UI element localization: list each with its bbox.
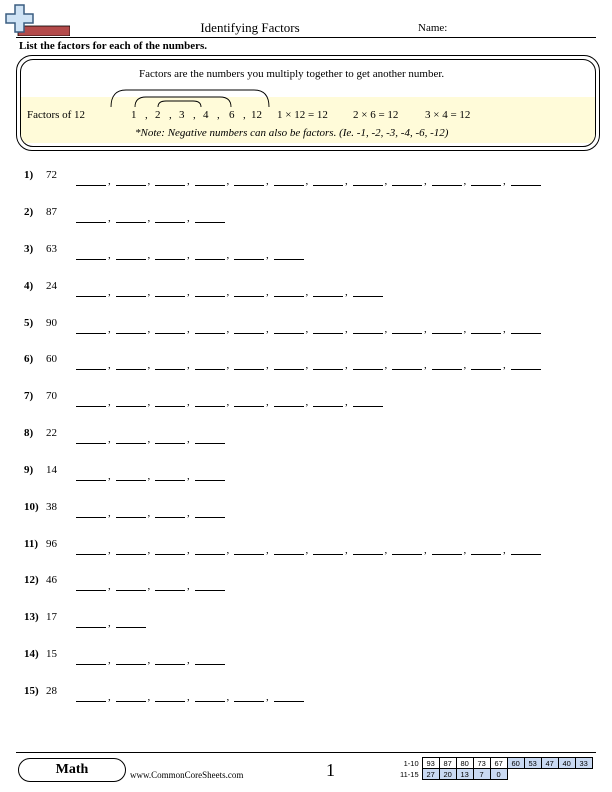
score-cell: 20	[439, 769, 456, 780]
answer-blank[interactable]	[116, 212, 146, 223]
problem-value: 15	[46, 648, 57, 660]
answer-blank[interactable]	[313, 175, 343, 186]
page-number: 1	[326, 760, 335, 780]
answer-blank[interactable]	[471, 544, 501, 555]
blank-separator: ,	[463, 544, 467, 556]
problem-number: 1)	[24, 169, 34, 181]
problem-value: 87	[46, 206, 57, 218]
factor-separator: ,	[145, 109, 148, 121]
problem-row	[0, 390, 612, 410]
answer-blank[interactable]	[195, 580, 225, 591]
blank-separator: ,	[187, 359, 190, 371]
answer-blank[interactable]	[76, 249, 106, 260]
factor-separator: ,	[217, 109, 220, 121]
problem-number: 11)	[24, 538, 39, 550]
answer-blank[interactable]	[155, 175, 185, 186]
blank-separator: ,	[147, 507, 151, 519]
answer-blank[interactable]	[234, 359, 264, 370]
answer-blank[interactable]	[195, 470, 225, 481]
problem-row	[0, 317, 612, 337]
answer-blank[interactable]	[274, 544, 304, 555]
factor-separator: ,	[193, 109, 196, 121]
example-box	[16, 55, 600, 151]
answer-blank[interactable]	[116, 617, 146, 628]
blank-separator: ,	[108, 433, 111, 445]
blank-separator: ,	[424, 323, 427, 335]
answer-blank[interactable]	[116, 544, 146, 555]
answer-blank[interactable]	[116, 396, 146, 407]
blank-separator: ,	[147, 654, 151, 666]
answer-blank[interactable]	[76, 470, 106, 481]
blank-separator: ,	[187, 323, 190, 335]
problem-value: 24	[46, 280, 57, 292]
problem-value: 14	[46, 464, 57, 476]
answer-blank[interactable]	[313, 359, 343, 370]
score-row	[398, 769, 592, 780]
blank-separator: ,	[305, 396, 309, 408]
problem-number: 12)	[24, 574, 39, 586]
blank-separator: ,	[345, 359, 348, 371]
problem-number: 2)	[24, 206, 34, 218]
blank-separator: ,	[305, 359, 309, 371]
answer-blank[interactable]	[76, 580, 106, 591]
answer-blank[interactable]	[234, 286, 264, 297]
answer-blank[interactable]	[274, 175, 304, 186]
blank-separator: ,	[384, 359, 388, 371]
problem-row	[0, 243, 612, 263]
example-factor: 2	[155, 109, 161, 121]
score-cell: 67	[490, 758, 507, 769]
answer-blank[interactable]	[234, 396, 264, 407]
answer-blank[interactable]	[76, 359, 106, 370]
blank-separator: ,	[108, 286, 111, 298]
example-definition: Factors are the numbers you multiply together to get another number.	[139, 68, 445, 80]
problem-value: 96	[46, 538, 57, 550]
blank-separator: ,	[345, 323, 348, 335]
problem-number: 10)	[24, 501, 39, 513]
blank-separator: ,	[463, 323, 467, 335]
problem-value: 28	[46, 685, 57, 697]
answer-blank[interactable]	[274, 249, 304, 260]
blank-separator: ,	[108, 396, 111, 408]
problem-value: 70	[46, 390, 57, 402]
problem-number: 8)	[24, 427, 34, 439]
answer-blank[interactable]	[353, 359, 383, 370]
answer-blank[interactable]	[353, 286, 383, 297]
blank-separator: ,	[147, 691, 151, 703]
blank-separator: ,	[147, 433, 151, 445]
blank-separator: ,	[187, 433, 190, 445]
score-table	[398, 757, 593, 780]
factor-separator: ,	[243, 109, 246, 121]
blank-separator: ,	[226, 544, 230, 556]
problem-value: 38	[46, 501, 57, 513]
blank-separator: ,	[147, 470, 151, 482]
problem-number: 3)	[24, 243, 34, 255]
example-factor: 4	[203, 109, 209, 121]
problem-number: 5)	[24, 317, 34, 329]
blank-separator: ,	[266, 544, 269, 556]
problem-row	[0, 611, 612, 631]
blank-separator: ,	[305, 544, 309, 556]
subject-badge: Math	[18, 758, 126, 782]
score-cell: 33	[575, 758, 592, 769]
answer-blank[interactable]	[353, 175, 383, 186]
score-cell: 60	[507, 758, 524, 769]
blank-separator: ,	[226, 286, 230, 298]
answer-blank[interactable]	[116, 691, 146, 702]
answer-blank[interactable]	[432, 544, 462, 555]
factor-pair-brackets	[106, 82, 276, 108]
blank-separator: ,	[187, 175, 190, 187]
website-link[interactable]: www.CommonCoreSheets.com	[130, 770, 244, 780]
answer-blank[interactable]	[471, 175, 501, 186]
blank-separator: ,	[108, 691, 111, 703]
blank-separator: ,	[266, 286, 269, 298]
blank-separator: ,	[266, 396, 269, 408]
blank-separator: ,	[108, 175, 111, 187]
answer-blank[interactable]	[155, 359, 185, 370]
problem-value: 63	[46, 243, 57, 255]
answer-blank[interactable]	[471, 323, 501, 334]
blank-separator: ,	[108, 507, 111, 519]
answer-blank[interactable]	[155, 691, 185, 702]
problem-number: 4)	[24, 280, 34, 292]
blank-separator: ,	[108, 654, 111, 666]
answer-blank[interactable]	[511, 544, 541, 555]
blank-separator: ,	[108, 470, 111, 482]
answer-blank[interactable]	[195, 212, 225, 223]
blank-separator: ,	[384, 323, 388, 335]
answer-blank[interactable]	[155, 544, 185, 555]
plus-logo-icon	[4, 4, 70, 36]
answer-blank[interactable]	[116, 323, 146, 334]
answer-blank[interactable]	[432, 323, 462, 334]
blank-separator: ,	[187, 507, 190, 519]
answer-blank[interactable]	[76, 433, 106, 444]
answer-blank[interactable]	[234, 323, 264, 334]
example-factor: 3	[179, 109, 185, 121]
blank-separator: ,	[266, 323, 269, 335]
blank-separator: ,	[187, 212, 190, 224]
answer-blank[interactable]	[195, 433, 225, 444]
problem-row	[0, 574, 612, 594]
answer-blank[interactable]	[392, 175, 422, 186]
blank-separator: ,	[226, 249, 230, 261]
answer-blank[interactable]	[155, 507, 185, 518]
answer-blank[interactable]	[76, 544, 106, 555]
blank-separator: ,	[108, 544, 111, 556]
problem-value: 22	[46, 427, 57, 439]
equation-2: 2 × 6 = 12	[353, 109, 399, 121]
answer-blank[interactable]	[155, 212, 185, 223]
blank-separator: ,	[226, 691, 230, 703]
answer-blank[interactable]	[511, 359, 541, 370]
name-label: Name:	[418, 22, 448, 34]
problem-number: 6)	[24, 353, 34, 365]
blank-separator: ,	[108, 212, 111, 224]
answer-blank[interactable]	[195, 249, 225, 260]
score-cell: 93	[422, 758, 439, 769]
score-cell: 40	[558, 758, 575, 769]
answer-blank[interactable]	[313, 286, 343, 297]
score-cell: 73	[473, 758, 490, 769]
answer-blank[interactable]	[116, 654, 146, 665]
blank-separator: ,	[424, 359, 427, 371]
blank-separator: ,	[266, 691, 269, 703]
blank-separator: ,	[187, 470, 190, 482]
answer-blank[interactable]	[234, 691, 264, 702]
problem-row	[0, 685, 612, 705]
answer-blank[interactable]	[511, 323, 541, 334]
answer-blank[interactable]	[353, 544, 383, 555]
blank-separator: ,	[147, 175, 151, 187]
blank-separator: ,	[503, 323, 506, 335]
blank-separator: ,	[266, 249, 269, 261]
answer-blank[interactable]	[195, 359, 225, 370]
score-row	[398, 758, 592, 769]
problem-value: 46	[46, 574, 57, 586]
answer-blank[interactable]	[392, 323, 422, 334]
problem-row	[0, 280, 612, 300]
problem-number: 14)	[24, 648, 39, 660]
blank-separator: ,	[345, 175, 348, 187]
answer-blank[interactable]	[155, 470, 185, 481]
score-cell: 80	[456, 758, 473, 769]
answer-blank[interactable]	[155, 286, 185, 297]
answer-blank[interactable]	[274, 286, 304, 297]
blank-separator: ,	[147, 249, 151, 261]
answer-blank[interactable]	[195, 507, 225, 518]
blank-separator: ,	[108, 323, 111, 335]
answer-blank[interactable]	[155, 580, 185, 591]
answer-blank[interactable]	[195, 323, 225, 334]
footer-divider	[16, 752, 596, 753]
blank-separator: ,	[108, 249, 111, 261]
problem-row	[0, 206, 612, 226]
equation-3: 3 × 4 = 12	[425, 109, 471, 121]
answer-blank[interactable]	[76, 691, 106, 702]
example-factor: 12	[251, 109, 262, 121]
answer-blank[interactable]	[116, 433, 146, 444]
blank-separator: ,	[424, 544, 427, 556]
answer-blank[interactable]	[432, 175, 462, 186]
answer-blank[interactable]	[155, 323, 185, 334]
blank-separator: ,	[226, 175, 230, 187]
answer-blank[interactable]	[234, 175, 264, 186]
blank-separator: ,	[463, 359, 467, 371]
example-factor: 6	[229, 109, 235, 121]
blank-separator: ,	[187, 286, 190, 298]
blank-separator: ,	[187, 691, 190, 703]
answer-blank[interactable]	[195, 396, 225, 407]
header-divider	[16, 37, 596, 38]
answer-blank[interactable]	[76, 323, 106, 334]
answer-blank[interactable]	[76, 175, 106, 186]
problem-row	[0, 464, 612, 484]
problem-row	[0, 538, 612, 558]
answer-blank[interactable]	[116, 286, 146, 297]
answer-blank[interactable]	[234, 544, 264, 555]
blank-separator: ,	[266, 359, 269, 371]
problem-row	[0, 501, 612, 521]
score-cell: 47	[541, 758, 558, 769]
answer-blank[interactable]	[155, 396, 185, 407]
answer-blank[interactable]	[432, 359, 462, 370]
problem-value: 60	[46, 353, 57, 365]
blank-separator: ,	[108, 617, 111, 629]
score-cell: 7	[473, 769, 490, 780]
answer-blank[interactable]	[76, 617, 106, 628]
problem-row	[0, 427, 612, 447]
blank-separator: ,	[147, 212, 151, 224]
instructions: List the factors for each of the numbers.	[19, 40, 207, 52]
blank-separator: ,	[147, 359, 151, 371]
answer-blank[interactable]	[76, 212, 106, 223]
answer-blank[interactable]	[116, 249, 146, 260]
blank-separator: ,	[384, 544, 388, 556]
answer-blank[interactable]	[116, 359, 146, 370]
blank-separator: ,	[345, 396, 348, 408]
score-cell: 27	[422, 769, 439, 780]
page-title: Identifying Factors	[200, 20, 300, 35]
blank-separator: ,	[147, 544, 151, 556]
problem-number: 13)	[24, 611, 39, 623]
answer-blank[interactable]	[76, 396, 106, 407]
blank-separator: ,	[345, 286, 348, 298]
answer-blank[interactable]	[274, 396, 304, 407]
blank-separator: ,	[147, 580, 151, 592]
blank-separator: ,	[147, 286, 151, 298]
answer-blank[interactable]	[353, 323, 383, 334]
answer-blank[interactable]	[116, 507, 146, 518]
blank-separator: ,	[424, 175, 427, 187]
factor-separator: ,	[169, 109, 172, 121]
answer-blank[interactable]	[195, 691, 225, 702]
problem-number: 15)	[24, 685, 39, 697]
example-factor: 1	[131, 109, 137, 121]
answer-blank[interactable]	[195, 175, 225, 186]
blank-separator: ,	[147, 323, 151, 335]
example-note: *Note: Negative numbers can also be factors. (Ie. -1, -2, -3, -4, -6, -12)	[135, 127, 449, 139]
blank-separator: ,	[187, 544, 190, 556]
answer-blank[interactable]	[155, 654, 185, 665]
blank-separator: ,	[108, 580, 111, 592]
answer-blank[interactable]	[274, 691, 304, 702]
answer-blank[interactable]	[274, 359, 304, 370]
blank-separator: ,	[147, 396, 151, 408]
answer-blank[interactable]	[116, 175, 146, 186]
answer-blank[interactable]	[76, 654, 106, 665]
score-cell: 53	[524, 758, 541, 769]
problem-value: 72	[46, 169, 57, 181]
blank-separator: ,	[384, 175, 388, 187]
blank-separator: ,	[305, 175, 309, 187]
score-cell: 13	[456, 769, 473, 780]
answer-blank[interactable]	[353, 396, 383, 407]
equation-1: 1 × 12 = 12	[277, 109, 328, 121]
blank-separator: ,	[187, 249, 190, 261]
problem-value: 17	[46, 611, 57, 623]
blank-separator: ,	[305, 286, 309, 298]
answer-blank[interactable]	[392, 544, 422, 555]
problem-row	[0, 169, 612, 189]
blank-separator: ,	[226, 359, 230, 371]
answer-blank[interactable]	[274, 323, 304, 334]
blank-separator: ,	[187, 654, 190, 666]
answer-blank[interactable]	[155, 433, 185, 444]
blank-separator: ,	[503, 175, 506, 187]
answer-blank[interactable]	[155, 249, 185, 260]
answer-blank[interactable]	[313, 323, 343, 334]
blank-separator: ,	[463, 175, 467, 187]
problem-row	[0, 648, 612, 668]
example-label: Factors of 12	[27, 109, 86, 121]
blank-separator: ,	[108, 359, 111, 371]
answer-blank[interactable]	[76, 507, 106, 518]
answer-blank[interactable]	[313, 544, 343, 555]
score-cell: 0	[490, 769, 507, 780]
blank-separator: ,	[226, 396, 230, 408]
blank-separator: ,	[266, 175, 269, 187]
answer-blank[interactable]	[471, 359, 501, 370]
answer-blank[interactable]	[195, 544, 225, 555]
score-range: 11-15	[400, 769, 419, 779]
problem-row	[0, 353, 612, 373]
answer-blank[interactable]	[116, 580, 146, 591]
blank-separator: ,	[503, 544, 506, 556]
problem-number: 9)	[24, 464, 34, 476]
answer-blank[interactable]	[116, 470, 146, 481]
answer-blank[interactable]	[511, 175, 541, 186]
score-cell: 87	[439, 758, 456, 769]
answer-blank[interactable]	[195, 654, 225, 665]
score-range: 1-10	[403, 758, 419, 768]
problem-value: 90	[46, 317, 57, 329]
blank-separator: ,	[503, 359, 506, 371]
blank-separator: ,	[187, 396, 190, 408]
blank-separator: ,	[345, 544, 348, 556]
answer-blank[interactable]	[392, 359, 422, 370]
problem-number: 7)	[24, 390, 34, 402]
blank-separator: ,	[226, 323, 230, 335]
answer-blank[interactable]	[195, 286, 225, 297]
blank-separator: ,	[187, 580, 190, 592]
answer-blank[interactable]	[313, 396, 343, 407]
blank-separator: ,	[305, 323, 309, 335]
answer-blank[interactable]	[234, 249, 264, 260]
answer-blank[interactable]	[76, 286, 106, 297]
